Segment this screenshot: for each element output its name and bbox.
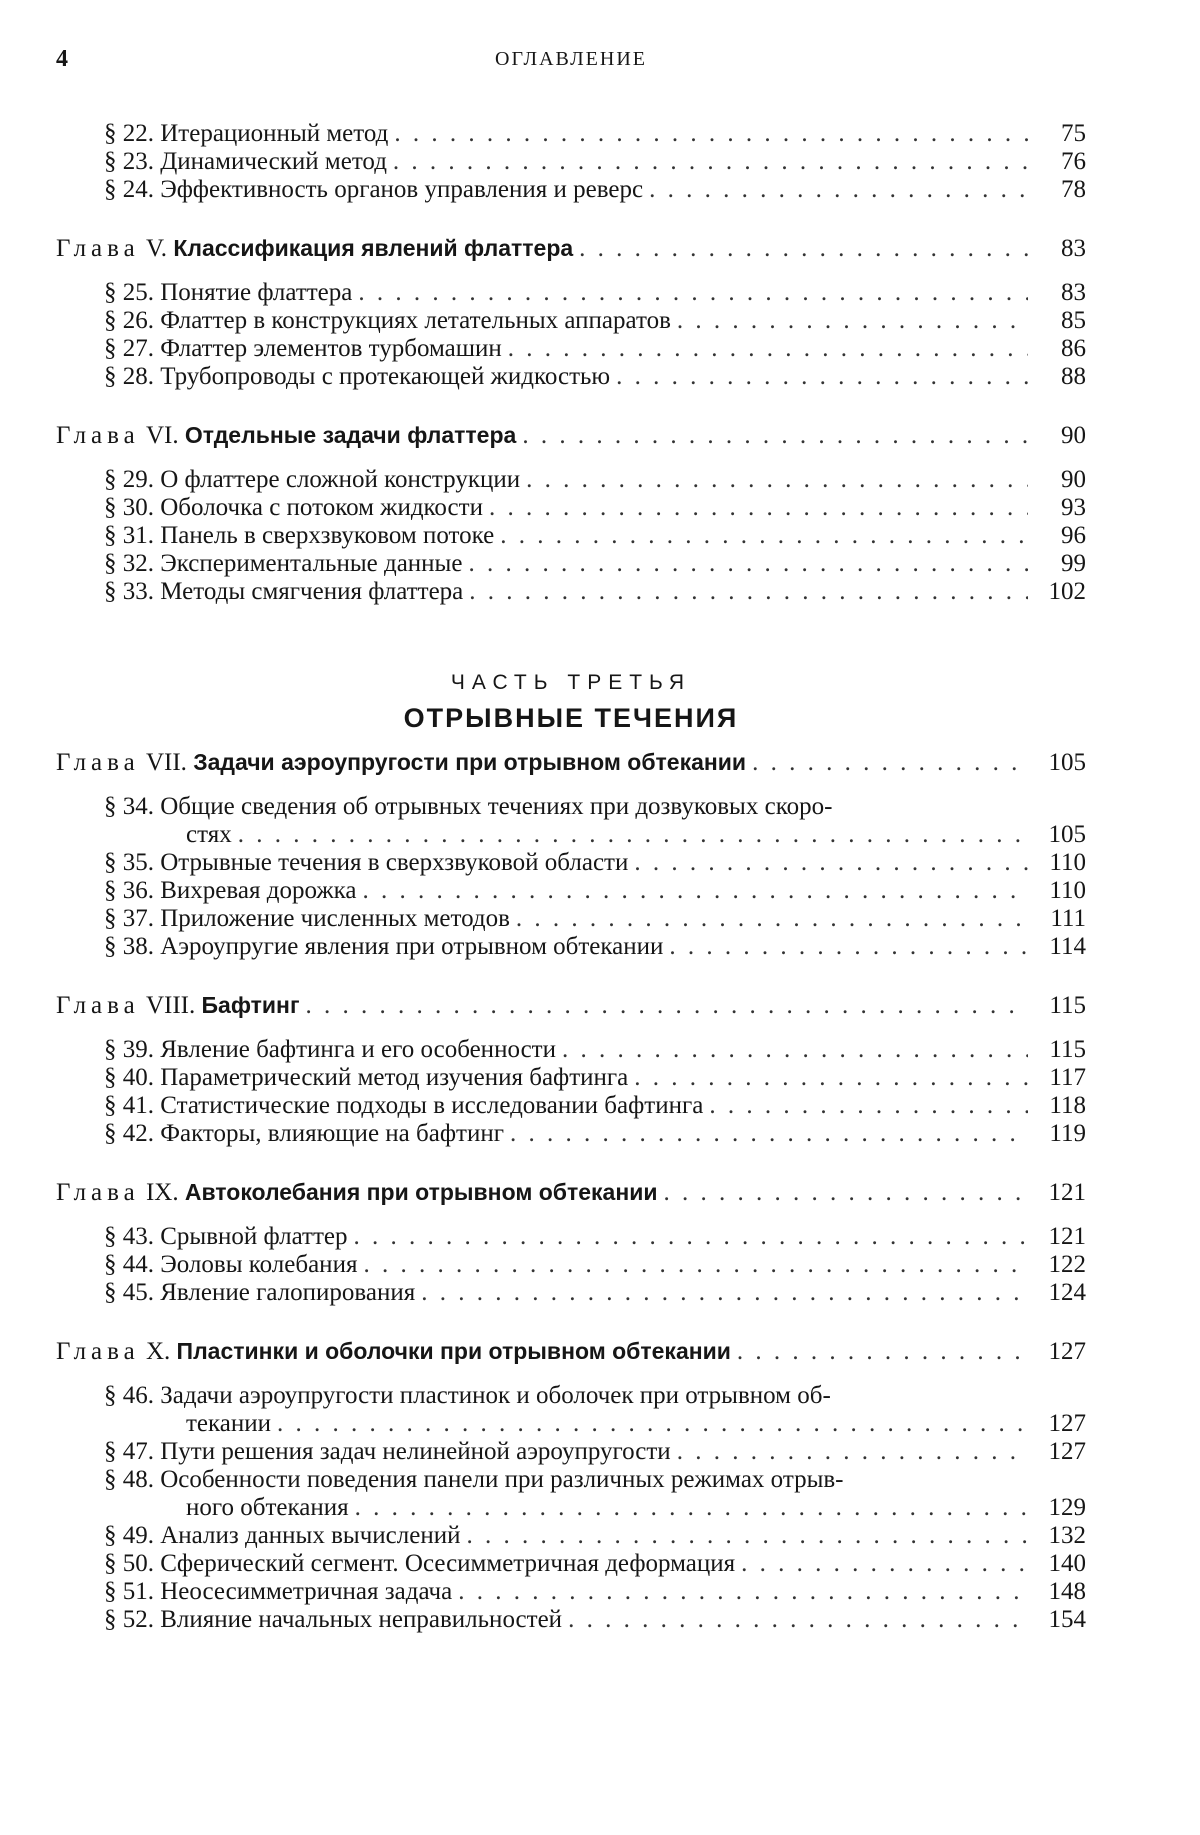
toc-chapter-label bbox=[56, 1337, 731, 1366]
toc-page-number: 93 bbox=[1061, 494, 1086, 521]
toc-page-number: 96 bbox=[1061, 522, 1086, 549]
toc-page-number: 127 bbox=[1048, 1338, 1086, 1365]
toc-chapter-label bbox=[56, 1178, 658, 1207]
toc-page-number: 127 bbox=[1048, 1438, 1086, 1465]
toc-section-label: § 22. Итерационный метод bbox=[104, 120, 389, 147]
toc-section-label: § 29. О флаттере сложной конструкции bbox=[104, 466, 521, 493]
dot-leader bbox=[468, 550, 1028, 578]
toc-section-entry bbox=[56, 1606, 1086, 1634]
toc-section-entry bbox=[56, 578, 1086, 606]
toc-section-line bbox=[104, 1522, 1086, 1550]
toc-page-number: 117 bbox=[1049, 1064, 1086, 1091]
toc-page-number: 111 bbox=[1050, 905, 1086, 932]
toc-section-label: § 33. Методы смягчения флаттера bbox=[104, 578, 464, 605]
toc-section-line bbox=[104, 1120, 1086, 1148]
toc-page-number: 83 bbox=[1061, 235, 1086, 262]
toc-page-number: 148 bbox=[1048, 1578, 1086, 1605]
toc-section-label: § 41. Статистические подходы в исследовании бафтинга bbox=[104, 1092, 704, 1119]
dot-leader bbox=[634, 1064, 1028, 1092]
toc-page-number: 110 bbox=[1049, 849, 1086, 876]
toc-page-number: 154 bbox=[1048, 1606, 1086, 1633]
chapter-word: Глава bbox=[56, 992, 140, 1019]
toc-section-continuation: текании bbox=[186, 1410, 272, 1437]
toc-section-line bbox=[104, 1092, 1086, 1120]
toc-section-line bbox=[104, 1494, 1086, 1522]
toc-page-number: 124 bbox=[1048, 1279, 1086, 1306]
dot-leader bbox=[677, 307, 1028, 335]
toc-section-entry bbox=[56, 120, 1086, 148]
toc-section-label: § 36. Вихревая дорожка bbox=[104, 877, 357, 904]
toc-section-line bbox=[104, 1064, 1086, 1092]
toc-section-label: § 46. Задачи аэроупругости пластинок и оболочек при отрывном об- bbox=[104, 1382, 831, 1409]
toc-section-continuation: ного обтекания bbox=[186, 1494, 349, 1521]
dot-leader bbox=[737, 1338, 1028, 1366]
part-title: ОТРЫВНЫЕ ТЕЧЕНИЯ bbox=[403, 703, 739, 733]
toc-section-entry bbox=[56, 1120, 1086, 1148]
toc-section-line bbox=[104, 1578, 1086, 1606]
toc-section-line bbox=[104, 849, 1086, 877]
toc-section-label: § 30. Оболочка с потоком жидкости bbox=[104, 494, 483, 521]
toc-section-entry bbox=[56, 176, 1086, 204]
dot-leader bbox=[394, 120, 1028, 148]
toc-section-line bbox=[104, 578, 1086, 606]
toc-page-number: 78 bbox=[1061, 176, 1086, 203]
toc-page-number: 129 bbox=[1048, 1494, 1086, 1521]
toc-section-line bbox=[104, 550, 1086, 578]
toc-chapter-line bbox=[56, 991, 1086, 1020]
toc-section-label: § 39. Явление бафтинга и его особенности bbox=[104, 1036, 556, 1063]
chapter-word: Глава bbox=[56, 235, 140, 262]
toc-page-number: 105 bbox=[1048, 749, 1086, 776]
chapter-number: VII. bbox=[145, 749, 187, 776]
toc-section-line bbox=[104, 1223, 1086, 1251]
dot-leader bbox=[649, 176, 1028, 204]
toc-chapter-line bbox=[56, 748, 1086, 777]
toc-section-label: § 43. Срывной флаттер bbox=[104, 1223, 348, 1250]
toc-section-line bbox=[104, 279, 1086, 307]
dot-leader bbox=[579, 235, 1028, 263]
toc-section-line bbox=[104, 307, 1086, 335]
toc-section-label: § 40. Параметрический метод изучения бафтинга bbox=[104, 1064, 629, 1091]
toc-section-line bbox=[104, 335, 1086, 363]
dot-leader bbox=[526, 466, 1028, 494]
toc-section-line bbox=[104, 1606, 1086, 1634]
chapter-word: Глава bbox=[56, 1338, 140, 1365]
toc-page-number: 90 bbox=[1061, 422, 1086, 449]
toc-page-number: 121 bbox=[1048, 1223, 1086, 1250]
toc-page-number: 110 bbox=[1049, 877, 1086, 904]
toc-page-number: 88 bbox=[1061, 363, 1086, 390]
dot-leader bbox=[393, 148, 1028, 176]
dot-leader bbox=[469, 578, 1028, 606]
dot-leader bbox=[306, 992, 1028, 1020]
toc-section-entry bbox=[56, 1438, 1086, 1466]
toc-section-label: § 32. Экспериментальные данные bbox=[104, 550, 463, 577]
toc-section-label: § 52. Влияние начальных неправильностей bbox=[104, 1606, 563, 1633]
dot-leader bbox=[664, 1179, 1028, 1207]
chapter-word: Глава bbox=[56, 422, 140, 449]
toc-page-number: 75 bbox=[1061, 120, 1086, 147]
toc-page-number: 122 bbox=[1048, 1251, 1086, 1278]
toc-section-label: § 45. Явление галопирования bbox=[104, 1279, 416, 1306]
toc-section-line bbox=[104, 1438, 1086, 1466]
toc-page-number: 127 bbox=[1048, 1410, 1086, 1437]
toc-section-entry bbox=[56, 1092, 1086, 1120]
dot-leader bbox=[522, 422, 1028, 450]
toc-section-entry bbox=[56, 307, 1086, 335]
toc-section-line bbox=[104, 120, 1086, 148]
toc-page-number: 115 bbox=[1049, 1036, 1086, 1063]
toc-section-line bbox=[104, 1550, 1086, 1578]
dot-leader bbox=[616, 363, 1028, 391]
dot-leader bbox=[516, 905, 1028, 933]
toc-section-entry bbox=[56, 363, 1086, 391]
toc-section-entry bbox=[56, 522, 1086, 550]
chapter-word: Глава bbox=[56, 749, 140, 776]
chapter-title: Автоколебания при отрывном обтекании bbox=[184, 1179, 658, 1205]
toc-section-entry bbox=[56, 1578, 1086, 1606]
toc-section-entry bbox=[56, 1251, 1086, 1279]
toc-section-entry bbox=[56, 1550, 1086, 1578]
toc-section-label: § 37. Приложение численных методов bbox=[104, 905, 510, 932]
toc-section-label: § 28. Трубопроводы с протекающей жидкостью bbox=[104, 363, 611, 390]
toc-section-label: § 27. Флаттер элементов турбомашин bbox=[104, 335, 502, 362]
chapter-title: Бафтинг bbox=[201, 992, 300, 1018]
toc-section-label: § 42. Факторы, влияющие на бафтинг bbox=[104, 1120, 504, 1147]
toc-section-label: § 31. Панель в сверхзвуковом потоке bbox=[104, 522, 495, 549]
toc-page-number: 114 bbox=[1049, 933, 1086, 960]
toc-section-entry bbox=[56, 1522, 1086, 1550]
chapter-title: Задачи аэроупругости при отрывном обтекании bbox=[193, 749, 747, 775]
toc-chapter-line bbox=[56, 1337, 1086, 1366]
toc-section-entry bbox=[56, 1382, 1086, 1438]
toc-section-line bbox=[104, 1410, 1086, 1438]
toc-section-entry bbox=[56, 466, 1086, 494]
dot-leader bbox=[489, 494, 1028, 522]
part-label: ЧАСТЬ ТРЕТЬЯ bbox=[450, 671, 692, 694]
toc-section-line bbox=[104, 877, 1086, 905]
dot-leader bbox=[677, 1438, 1028, 1466]
toc-page-number: 105 bbox=[1048, 821, 1086, 848]
toc-section-label: § 25. Понятие флаттера bbox=[104, 279, 353, 306]
chapter-number: VIII. bbox=[145, 992, 196, 1019]
toc-chapter-label bbox=[56, 991, 300, 1020]
dot-leader bbox=[568, 1606, 1028, 1634]
dot-leader bbox=[362, 877, 1028, 905]
toc-section-line bbox=[104, 494, 1086, 522]
chapter-title: Классификация явлений флаттера bbox=[173, 235, 574, 261]
table-of-contents bbox=[56, 120, 1086, 1634]
toc-page-number: 118 bbox=[1049, 1092, 1086, 1119]
toc-section-entry bbox=[56, 1279, 1086, 1307]
toc-section-line bbox=[104, 176, 1086, 204]
dot-leader bbox=[421, 1279, 1028, 1307]
toc-section-line bbox=[104, 148, 1086, 176]
toc-section-line bbox=[104, 905, 1086, 933]
toc-section-line bbox=[104, 933, 1086, 961]
dot-leader bbox=[752, 749, 1028, 777]
toc-section-line bbox=[104, 466, 1086, 494]
toc-page-number: 85 bbox=[1061, 307, 1086, 334]
chapter-number: IX. bbox=[145, 1179, 179, 1206]
toc-section-label: § 48. Особенности поведения панели при различных режимах отрыв- bbox=[104, 1466, 844, 1493]
dot-leader bbox=[238, 821, 1028, 849]
toc-section-line bbox=[104, 1251, 1086, 1279]
dot-leader bbox=[562, 1036, 1028, 1064]
chapter-word: Глава bbox=[56, 1179, 140, 1206]
toc-section-label: § 26. Флаттер в конструкциях летательных аппаратов bbox=[104, 307, 671, 334]
dot-leader bbox=[466, 1522, 1028, 1550]
toc-section-line bbox=[104, 821, 1086, 849]
toc-chapter-label bbox=[56, 234, 573, 263]
chapter-title: Пластинки и оболочки при отрывном обтекании bbox=[176, 1338, 731, 1364]
toc-chapter-label bbox=[56, 748, 746, 777]
toc-page-number: 132 bbox=[1048, 1522, 1086, 1549]
toc-page-number: 83 bbox=[1061, 279, 1086, 306]
chapter-title: Отдельные задачи флаттера bbox=[184, 422, 517, 448]
dot-leader bbox=[358, 279, 1028, 307]
dot-leader bbox=[510, 1120, 1028, 1148]
toc-section-label: § 34. Общие сведения об отрывных течениях при дозвуковых скоро- bbox=[104, 793, 833, 820]
dot-leader bbox=[634, 849, 1028, 877]
toc-section-entry bbox=[56, 877, 1086, 905]
toc-chapter-line bbox=[56, 1178, 1086, 1207]
toc-chapter-line bbox=[56, 234, 1086, 263]
toc-section-line bbox=[104, 522, 1086, 550]
toc-page-number: 119 bbox=[1049, 1120, 1086, 1147]
chapter-number: V. bbox=[145, 235, 168, 262]
toc-section-entry bbox=[56, 494, 1086, 522]
chapter-number: X. bbox=[145, 1338, 171, 1365]
dot-leader bbox=[500, 522, 1028, 550]
dot-leader bbox=[355, 1494, 1028, 1522]
dot-leader bbox=[709, 1092, 1028, 1120]
dot-leader bbox=[669, 933, 1028, 961]
toc-section-entry bbox=[56, 1036, 1086, 1064]
toc-section-label: § 38. Аэроупругие явления при отрывном обтекании bbox=[104, 933, 664, 960]
toc-section-label: § 50. Сферический сегмент. Осесимметричная деформация bbox=[104, 1550, 736, 1577]
toc-section-line bbox=[104, 363, 1086, 391]
page-number: 4 bbox=[56, 46, 68, 72]
toc-section-entry bbox=[56, 1466, 1086, 1522]
toc-section-label: § 47. Пути решения задач нелинейной аэроупругости bbox=[104, 1438, 671, 1465]
toc-section-label: § 51. Неосесимметричная задача bbox=[104, 1578, 453, 1605]
toc-section-label: § 23. Динамический метод bbox=[104, 148, 387, 175]
toc-section-entry bbox=[56, 148, 1086, 176]
toc-section-continuation: стях bbox=[186, 821, 232, 848]
toc-page-number: 90 bbox=[1061, 466, 1086, 493]
toc-page-number: 86 bbox=[1061, 335, 1086, 362]
toc-section-label: § 44. Эоловы колебания bbox=[104, 1251, 358, 1278]
toc-section-entry bbox=[56, 1064, 1086, 1092]
toc-section-entry bbox=[56, 905, 1086, 933]
toc-page-number: 121 bbox=[1048, 1179, 1086, 1206]
toc-page-number: 115 bbox=[1049, 992, 1086, 1019]
dot-leader bbox=[458, 1578, 1028, 1606]
toc-section-label: § 49. Анализ данных вычислений bbox=[104, 1522, 461, 1549]
part-heading bbox=[56, 668, 1086, 738]
toc-section-entry bbox=[56, 933, 1086, 961]
running-title: ОГЛАВЛЕНИЕ bbox=[495, 48, 647, 70]
toc-page-number: 102 bbox=[1048, 578, 1086, 605]
dot-leader bbox=[277, 1410, 1028, 1438]
chapter-number: VI. bbox=[145, 422, 179, 449]
toc-section-label: § 24. Эффективность органов управления и реверс bbox=[104, 176, 644, 203]
dot-leader bbox=[741, 1550, 1028, 1578]
dot-leader bbox=[363, 1251, 1028, 1279]
dot-leader bbox=[508, 335, 1028, 363]
toc-section-line bbox=[104, 1279, 1086, 1307]
toc-section-entry bbox=[56, 849, 1086, 877]
toc-page-number: 76 bbox=[1061, 148, 1086, 175]
toc-section-entry bbox=[56, 1223, 1086, 1251]
toc-section-entry bbox=[56, 279, 1086, 307]
toc-section-entry bbox=[56, 550, 1086, 578]
toc-page-number: 140 bbox=[1048, 1550, 1086, 1577]
toc-section-entry bbox=[56, 793, 1086, 849]
toc-section-entry bbox=[56, 335, 1086, 363]
toc-page-number: 99 bbox=[1061, 550, 1086, 577]
toc-chapter-label bbox=[56, 421, 516, 450]
page-header bbox=[56, 46, 1086, 76]
toc-section-label: § 35. Отрывные течения в сверхзвуковой области bbox=[104, 849, 629, 876]
toc-section-line bbox=[104, 1036, 1086, 1064]
toc-chapter-line bbox=[56, 421, 1086, 450]
dot-leader bbox=[353, 1223, 1028, 1251]
